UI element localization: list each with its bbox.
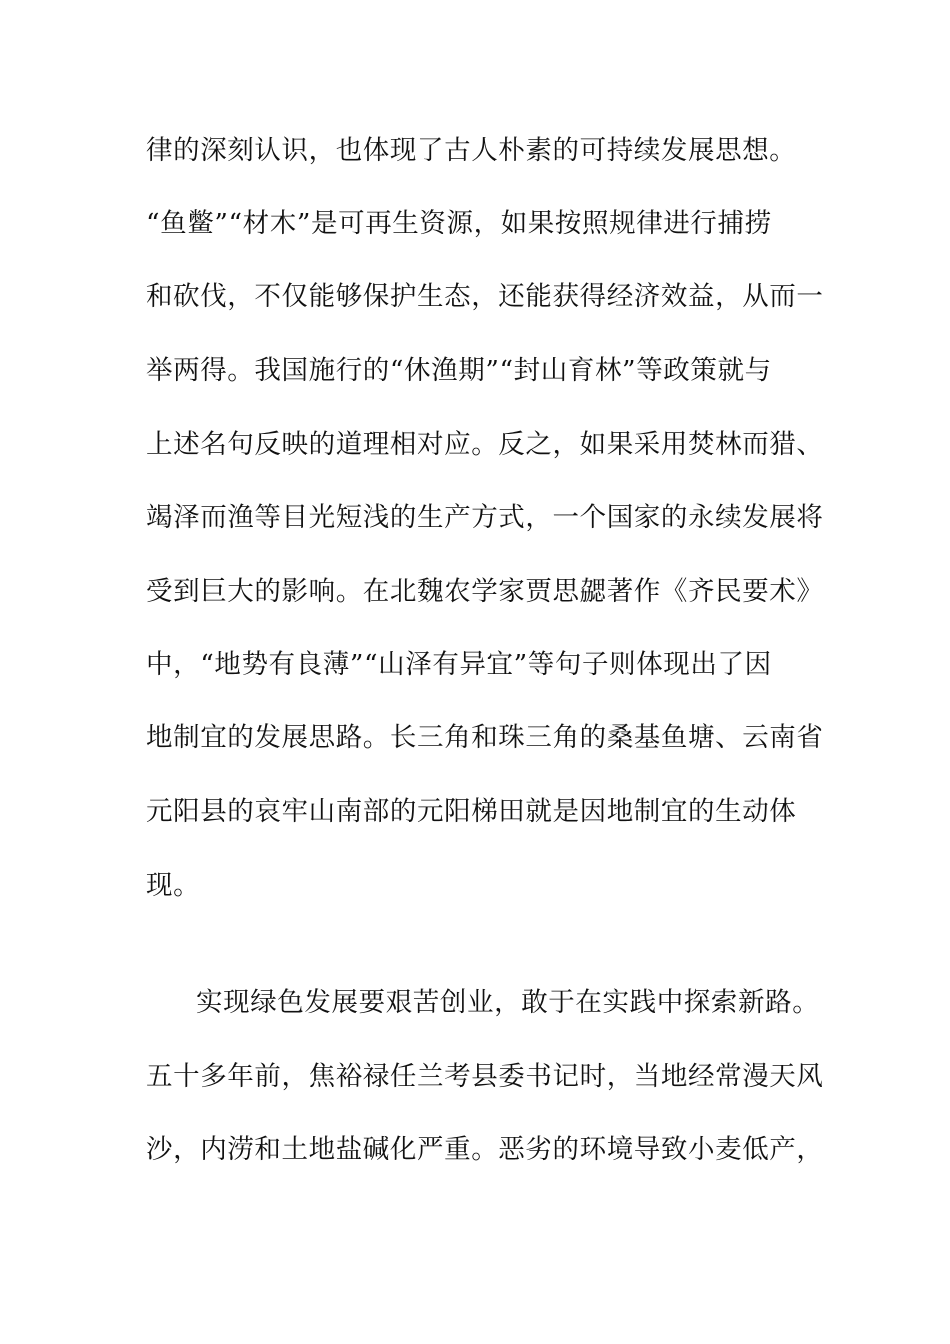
text-line: 地制宜的发展思路。长三角和珠三角的桑基鱼塘、云南省 [146,722,824,753]
text-line: 现。 [146,870,201,901]
text-line: “鱼鳖”“材木”是可再生资源，如果按照规律进行捕捞 [146,208,772,239]
text-line: 竭泽而渔等目光短浅的生产方式，一个国家的永续发展将 [146,502,824,533]
paragraph-first-line: 实现绿色发展要艰苦创业，敢于在实践中探索新路。 [196,987,820,1018]
text-line: 和砍伐，不仅能够保护生态，还能获得经济效益，从而一 [146,281,824,312]
text-line: 举两得。我国施行的“休渔期”“封山育林”等政策就与 [146,355,772,386]
text-line: 沙，内涝和土地盐碱化严重。恶劣的环境导致小麦低产， [146,1134,824,1165]
text-line: 上述名句反映的道理相对应。反之，如果采用焚林而猎、 [146,429,824,460]
text-line: 元阳县的哀牢山南部的元阳梯田就是因地制宜的生动体 [146,796,797,827]
text-line: 受到巨大的影响。在北魏农学家贾思勰著作《齐民要术》 [146,576,824,607]
text-line: 五十多年前，焦裕禄任兰考县委书记时，当地经常漫天风 [146,1061,824,1092]
text-line: 律的深刻认识，也体现了古人朴素的可持续发展思想。 [146,135,797,166]
text-line: 中，“地势有良薄”“山泽有异宜”等句子则体现出了因 [146,649,772,680]
